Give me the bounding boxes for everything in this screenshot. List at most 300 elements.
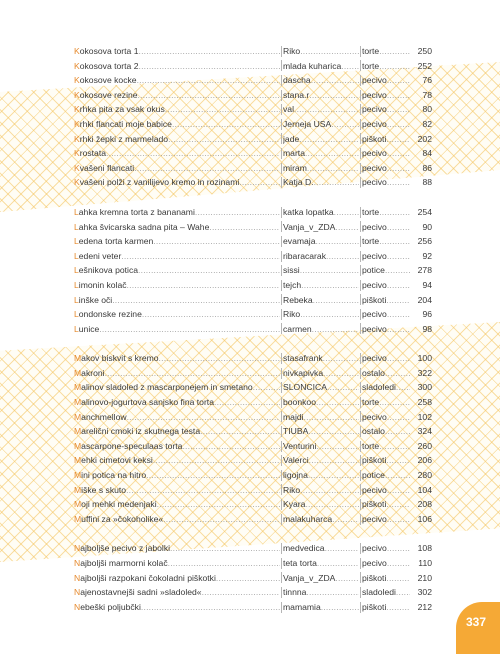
column-separator	[281, 484, 282, 495]
recipe-title-rest: imonin kolač	[78, 279, 127, 290]
recipe-category: pecivo	[362, 250, 387, 261]
recipe-title-rest: ondonske rezine	[78, 309, 142, 320]
recipe-title-rest: edena torta karmen	[78, 236, 154, 247]
column-separator	[281, 104, 282, 115]
recipe-author-cell	[283, 88, 359, 103]
recipe-title-initial: K	[74, 75, 80, 86]
recipe-title-initial: M	[74, 499, 82, 510]
column-separator	[281, 587, 282, 598]
recipe-page-number: 324	[417, 426, 432, 437]
index-entry	[74, 585, 432, 600]
recipe-title-rest: ehki cimetovi keksi	[81, 455, 153, 466]
recipe-title	[74, 483, 126, 498]
index-entry	[74, 351, 432, 366]
recipe-category: pecivo	[362, 177, 387, 188]
dot-leader	[134, 161, 280, 176]
recipe-title-rest: rhki žepki z marmelado	[79, 133, 169, 144]
column-separator	[281, 368, 282, 379]
recipe-title-rest: oji mehki medenjaki	[81, 499, 157, 510]
recipe-title-rest: rhka pita za vsak okus	[79, 104, 165, 115]
index-section-m	[74, 351, 432, 526]
dot-leader	[159, 351, 280, 366]
column-separator	[281, 90, 282, 101]
dot-leader	[301, 278, 359, 293]
recipe-author: katka lopatka	[283, 206, 334, 217]
recipe-page-number: 278	[417, 265, 432, 276]
recipe-title-initial: K	[74, 162, 80, 173]
recipe-page-number: 92	[422, 250, 432, 261]
column-separator	[281, 148, 282, 159]
dot-leader	[386, 497, 410, 512]
recipe-author: nivkapivka	[283, 367, 324, 378]
recipe-category: pecivo	[362, 162, 387, 173]
column-separator	[281, 558, 282, 569]
recipe-author-cell	[283, 307, 359, 322]
recipe-title-initial: K	[74, 133, 80, 144]
recipe-author-cell	[283, 453, 359, 468]
recipe-title	[74, 220, 209, 235]
recipe-page-number: 76	[422, 75, 432, 86]
recipe-author: teta torta	[283, 558, 317, 568]
recipe-title-cell	[74, 44, 280, 59]
dot-leader	[300, 307, 359, 322]
recipe-author-cell	[283, 571, 359, 586]
recipe-title-cell	[74, 512, 280, 527]
recipe-category-cell	[362, 541, 410, 556]
recipe-title-rest: alinov sladoled z mascarponejem in smetano	[81, 382, 253, 393]
dot-leader	[209, 220, 280, 235]
recipe-title-rest: ahka švicarska sadna pita – Wahe	[78, 221, 210, 232]
recipe-title	[74, 322, 99, 337]
dot-leader	[200, 424, 280, 439]
recipe-title-cell	[74, 307, 280, 322]
recipe-title-initial: M	[74, 426, 82, 437]
recipe-category-cell	[362, 132, 410, 147]
recipe-page-number: 108	[417, 543, 432, 554]
recipe-category: pecivo	[362, 323, 387, 334]
recipe-title-initial: N	[74, 558, 81, 568]
recipe-title-cell	[74, 249, 280, 264]
recipe-category-cell	[362, 453, 410, 468]
recipe-category: pecivo	[362, 558, 387, 568]
recipe-title-cell	[74, 585, 280, 600]
dot-leader	[387, 351, 410, 366]
recipe-category-cell	[362, 600, 410, 615]
recipe-title-cell	[74, 263, 280, 278]
recipe-page-number: 250	[417, 46, 432, 56]
index-entry	[74, 175, 432, 190]
recipe-title	[74, 410, 127, 425]
recipe-author-cell	[283, 220, 359, 235]
index-entry	[74, 556, 432, 571]
index-entry	[74, 380, 432, 395]
dot-leader	[387, 161, 410, 176]
recipe-page-number: 90	[422, 221, 432, 232]
recipe-title-cell	[74, 497, 280, 512]
dot-leader	[335, 220, 359, 235]
recipe-page-number: 202	[417, 133, 432, 144]
recipe-category-cell	[362, 249, 410, 264]
recipe-author: Riko	[283, 484, 301, 495]
dot-leader	[299, 132, 359, 147]
column-separator	[360, 558, 361, 569]
recipe-title	[74, 439, 182, 454]
index-section-l	[74, 205, 432, 336]
index-entry	[74, 468, 432, 483]
recipe-title-initial: L	[74, 294, 79, 305]
recipe-category-cell	[362, 220, 410, 235]
recipe-category: ostalo	[362, 367, 385, 378]
index-entry	[74, 249, 432, 264]
dot-leader	[300, 44, 359, 59]
recipe-index	[74, 44, 432, 629]
dot-leader	[385, 366, 410, 381]
index-entry	[74, 322, 432, 337]
recipe-title-initial: M	[74, 484, 82, 495]
recipe-title	[74, 468, 146, 483]
recipe-category: pecivo	[362, 118, 387, 129]
recipe-title-initial: L	[74, 309, 79, 320]
recipe-title	[74, 541, 170, 556]
recipe-author-cell	[283, 483, 359, 498]
recipe-author: carmen	[283, 323, 312, 334]
dot-leader	[311, 73, 359, 88]
index-entry	[74, 439, 432, 454]
dot-leader	[387, 102, 410, 117]
recipe-author: malakuharca	[283, 513, 333, 524]
recipe-author-cell	[283, 278, 359, 293]
dot-leader	[308, 468, 359, 483]
recipe-title-cell	[74, 483, 280, 498]
dot-leader	[139, 59, 281, 74]
index-entry	[74, 59, 432, 74]
recipe-author: Jerneja USA	[283, 118, 332, 129]
recipe-title-rest: anchmellow	[81, 411, 127, 422]
recipe-title-rest: rostata	[79, 148, 107, 159]
column-separator	[360, 411, 361, 422]
column-separator	[281, 294, 282, 305]
recipe-title	[74, 497, 157, 512]
recipe-title	[74, 205, 195, 220]
recipe-title	[74, 380, 253, 395]
column-separator	[281, 543, 282, 554]
dot-leader	[316, 395, 359, 410]
recipe-page-number: 94	[422, 279, 432, 290]
recipe-author: Vanja_v_ZDA	[283, 572, 336, 583]
recipe-author: ribaracarak	[283, 250, 326, 261]
dot-leader	[386, 293, 410, 308]
recipe-title-cell	[74, 424, 280, 439]
recipe-title-cell	[74, 73, 280, 88]
recipe-category: torte	[362, 60, 380, 71]
recipe-page-number: 84	[422, 148, 432, 159]
column-separator	[281, 75, 282, 86]
dot-leader	[168, 556, 280, 571]
recipe-category: pecivo	[362, 279, 387, 290]
dot-leader	[316, 439, 359, 454]
recipe-page-number: 280	[417, 470, 432, 481]
recipe-title-rest: okosove rezine	[79, 89, 138, 100]
recipe-title-cell	[74, 453, 280, 468]
index-entry	[74, 263, 432, 278]
dot-leader	[386, 132, 410, 147]
recipe-author: Rebeka	[283, 294, 313, 305]
column-separator	[360, 499, 361, 510]
dot-leader	[216, 571, 280, 586]
recipe-title-rest: ajenostavnejši sadni »sladoled«	[80, 587, 202, 598]
recipe-author: evamaja	[283, 236, 316, 247]
index-entry	[74, 424, 432, 439]
recipe-category: torte	[362, 236, 380, 247]
dot-leader	[385, 263, 410, 278]
dot-leader	[305, 497, 359, 512]
recipe-title-initial: M	[74, 455, 82, 466]
dot-leader	[387, 541, 410, 556]
recipe-title	[74, 571, 216, 586]
recipe-title	[74, 234, 153, 249]
recipe-category-cell	[362, 205, 410, 220]
recipe-title-cell	[74, 234, 280, 249]
column-separator	[281, 221, 282, 232]
recipe-title-cell	[74, 571, 280, 586]
column-separator	[360, 251, 361, 262]
dot-leader	[326, 249, 359, 264]
dot-leader	[165, 102, 280, 117]
dot-leader	[387, 220, 410, 235]
column-separator	[360, 323, 361, 334]
column-separator	[281, 177, 282, 188]
dot-leader	[386, 453, 410, 468]
recipe-author-cell	[283, 556, 359, 571]
recipe-author: Vanja_v_ZDA	[283, 221, 336, 232]
recipe-category-cell	[362, 278, 410, 293]
recipe-category: pecivo	[362, 148, 387, 159]
recipe-author-cell	[283, 175, 359, 190]
recipe-title-initial: N	[74, 543, 81, 554]
column-separator	[281, 236, 282, 247]
recipe-author: sissi	[283, 265, 300, 276]
recipe-category-cell	[362, 497, 410, 512]
dot-leader	[253, 380, 280, 395]
dot-leader	[379, 44, 410, 59]
column-separator	[281, 572, 282, 583]
recipe-page-number: 254	[417, 206, 432, 217]
recipe-category-cell	[362, 293, 410, 308]
column-separator	[360, 148, 361, 159]
recipe-page-number: 302	[417, 587, 432, 598]
recipe-title-initial: L	[74, 221, 79, 232]
dot-leader	[138, 263, 280, 278]
index-entry	[74, 571, 432, 586]
recipe-author-cell	[283, 468, 359, 483]
recipe-title-cell	[74, 175, 280, 190]
recipe-title	[74, 146, 106, 161]
recipe-category-cell	[362, 73, 410, 88]
recipe-category-cell	[362, 102, 410, 117]
recipe-page-number: 258	[417, 397, 432, 408]
column-separator	[281, 60, 282, 71]
recipe-page-number: 212	[417, 601, 432, 612]
dot-leader	[387, 249, 410, 264]
recipe-category-cell	[362, 410, 410, 425]
recipe-title-initial: K	[74, 104, 80, 115]
dot-leader	[300, 263, 359, 278]
dot-leader	[387, 483, 410, 498]
recipe-category: torte	[362, 206, 380, 217]
recipe-author-cell	[283, 132, 359, 147]
dot-leader	[387, 512, 410, 527]
dot-leader	[168, 132, 280, 147]
recipe-title-rest: unice	[78, 323, 100, 334]
recipe-author: stana.r	[283, 89, 310, 100]
recipe-title-rest: ini potica na hitro	[81, 470, 147, 481]
recipe-author: boonkoo	[283, 397, 316, 408]
recipe-category-cell	[362, 234, 410, 249]
recipe-author: Katja D.	[283, 177, 314, 188]
recipe-title-cell	[74, 410, 280, 425]
dot-leader	[379, 59, 410, 74]
recipe-category-cell	[362, 366, 410, 381]
index-entry	[74, 512, 432, 527]
column-separator	[281, 207, 282, 218]
recipe-title-cell	[74, 556, 280, 571]
dot-leader	[341, 59, 359, 74]
column-separator	[281, 309, 282, 320]
dot-leader	[146, 468, 280, 483]
recipe-page-number: 260	[417, 440, 432, 451]
column-separator	[281, 426, 282, 437]
dot-leader	[239, 175, 280, 190]
recipe-title-initial: L	[74, 250, 79, 261]
recipe-page-number: 110	[418, 558, 432, 568]
recipe-category-cell	[362, 59, 410, 74]
recipe-author-cell	[283, 512, 359, 527]
dot-leader	[385, 468, 410, 483]
recipe-category-cell	[362, 380, 410, 395]
dot-leader	[112, 293, 280, 308]
recipe-author: ligojna	[283, 470, 308, 481]
index-entry	[74, 88, 432, 103]
column-separator	[360, 177, 361, 188]
recipe-author-cell	[283, 146, 359, 161]
column-separator	[281, 323, 282, 334]
column-separator	[281, 251, 282, 262]
recipe-category-cell	[362, 585, 410, 600]
recipe-page-number: 208	[417, 499, 432, 510]
recipe-title	[74, 102, 165, 117]
recipe-author: marta	[283, 148, 305, 159]
dot-leader	[126, 483, 280, 498]
recipe-title-cell	[74, 161, 280, 176]
recipe-title-initial: M	[74, 440, 82, 451]
recipe-author: Riko	[283, 46, 301, 56]
recipe-title-initial: L	[74, 206, 79, 217]
column-separator	[281, 382, 282, 393]
recipe-author: dascha	[283, 75, 311, 86]
column-separator	[360, 236, 361, 247]
recipe-author: tinnna	[283, 587, 307, 598]
index-section-k	[74, 44, 432, 190]
dot-leader	[335, 571, 359, 586]
recipe-author-cell	[283, 600, 359, 615]
dot-leader	[387, 73, 410, 88]
recipe-author-cell	[283, 351, 359, 366]
recipe-title-rest: ascarpone-speculaas torta	[81, 440, 183, 451]
recipe-category: pecivo	[362, 104, 387, 115]
recipe-author-cell	[283, 234, 359, 249]
column-separator	[360, 133, 361, 144]
dot-leader	[307, 161, 359, 176]
recipe-title-rest: vašeni polži z vanilijevo kremo in rozinami	[79, 177, 240, 188]
index-entry	[74, 395, 432, 410]
recipe-title-cell	[74, 59, 280, 74]
index-entry	[74, 600, 432, 615]
index-entry	[74, 541, 432, 556]
dot-leader	[385, 424, 410, 439]
index-entry	[74, 234, 432, 249]
column-separator	[281, 411, 282, 422]
recipe-category: torte	[362, 440, 380, 451]
column-separator	[281, 119, 282, 130]
recipe-page-number: 252	[417, 60, 432, 71]
recipe-title-initial: L	[74, 265, 79, 276]
recipe-title-initial: K	[74, 89, 80, 100]
recipe-category: pecivo	[362, 411, 387, 422]
recipe-category: pecivo	[362, 89, 387, 100]
index-section-n	[74, 541, 432, 614]
recipe-title-cell	[74, 380, 280, 395]
recipe-author: Valerci	[283, 455, 309, 466]
dot-leader	[379, 439, 410, 454]
column-separator	[360, 353, 361, 364]
recipe-title-cell	[74, 351, 280, 366]
recipe-title-initial: N	[74, 601, 81, 612]
recipe-title-rest: rhki flancati moje babice	[79, 118, 172, 129]
dot-leader	[304, 410, 359, 425]
recipe-title	[74, 161, 134, 176]
column-separator	[281, 163, 282, 174]
dot-leader	[202, 585, 280, 600]
dot-leader	[379, 395, 410, 410]
recipe-author-cell	[283, 44, 359, 59]
column-separator	[360, 441, 361, 452]
recipe-category: pecivo	[362, 484, 387, 495]
recipe-title	[74, 453, 153, 468]
column-separator	[360, 60, 361, 71]
index-entry	[74, 161, 432, 176]
recipe-title-rest: akov biskvit s kremo	[81, 353, 159, 364]
dot-leader	[386, 571, 410, 586]
dot-leader	[387, 307, 410, 322]
recipe-category: piškoti	[362, 133, 387, 144]
recipe-title-initial: M	[74, 411, 82, 422]
recipe-title-initial: L	[74, 279, 79, 290]
recipe-page-number: 98	[422, 323, 432, 334]
recipe-author: tejch	[283, 279, 302, 290]
recipe-title-initial: N	[74, 572, 81, 583]
recipe-title-rest: ajboljši marmorni kolač	[80, 558, 168, 568]
recipe-title-initial: K	[74, 46, 80, 56]
recipe-title	[74, 366, 105, 381]
column-separator	[360, 572, 361, 583]
recipe-title	[74, 512, 163, 527]
recipe-title	[74, 307, 142, 322]
recipe-page-number: 104	[417, 484, 432, 495]
dot-leader	[314, 175, 359, 190]
recipe-author-cell	[283, 293, 359, 308]
dot-leader	[308, 424, 359, 439]
recipe-title-rest: okosove kocke	[79, 75, 137, 86]
